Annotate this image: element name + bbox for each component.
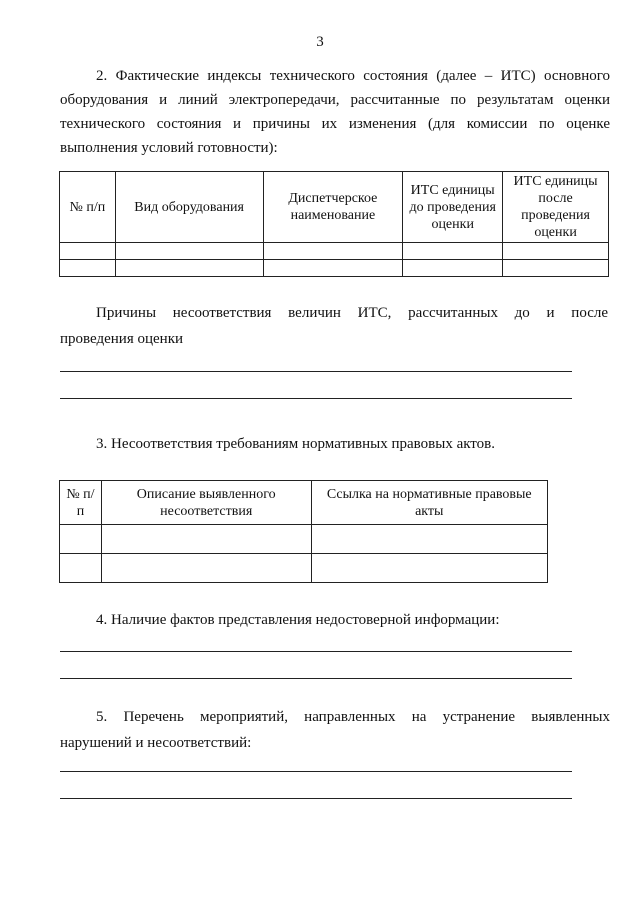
table-cell[interactable]	[60, 260, 116, 277]
itc-header-number: № п/п	[60, 172, 116, 243]
table-cell[interactable]	[101, 554, 311, 583]
itc-header-itc-before: ИТС единицы до проведения оценки	[403, 172, 503, 243]
section5-line1: 5. Перечень мероприятий, направленных на устранение выявленных	[96, 709, 610, 725]
table-cell[interactable]	[115, 260, 263, 277]
violations-table-header-row	[60, 481, 548, 525]
section4-heading: 4. Наличие фактов представления недостоверной информации:	[96, 612, 500, 628]
table-cell[interactable]	[60, 554, 102, 583]
table-cell[interactable]	[60, 243, 116, 260]
section2-paragraph	[60, 64, 610, 160]
table-row	[60, 525, 548, 554]
measures-fill-line-1[interactable]	[60, 771, 572, 772]
itc-header-itc-after: ИТС единицы после проведения оценки	[503, 172, 609, 243]
table-cell[interactable]	[101, 525, 311, 554]
violations-header-description: Описание выявленного несоответствия	[101, 481, 311, 525]
table-row	[60, 243, 609, 260]
violations-table	[59, 480, 548, 583]
page-number: 3	[316, 34, 324, 50]
itc-header-equipment-type: Вид оборудования	[115, 172, 263, 243]
reasons-fill-line-1[interactable]	[60, 371, 572, 372]
section5-line2: нарушений и несоответствий:	[60, 735, 252, 751]
false-info-fill-line-2[interactable]	[60, 678, 572, 679]
violations-header-number: № п/п	[60, 481, 102, 525]
section3-heading: 3. Несоответствия требованиям нормативных правовых актов.	[96, 436, 496, 452]
table-cell[interactable]	[60, 525, 102, 554]
false-info-fill-line-1[interactable]	[60, 651, 572, 652]
table-cell[interactable]	[263, 260, 403, 277]
reasons-fill-line-2[interactable]	[60, 398, 572, 399]
reasons-line2: проведения оценки	[60, 331, 184, 347]
table-cell[interactable]	[311, 554, 547, 583]
itc-table	[59, 171, 609, 277]
table-cell[interactable]	[503, 243, 609, 260]
table-cell[interactable]	[263, 243, 403, 260]
table-cell[interactable]	[115, 243, 263, 260]
table-cell[interactable]	[503, 260, 609, 277]
table-row	[60, 260, 609, 277]
violations-header-reference: Ссылка на нормативные правовые акты	[311, 481, 547, 525]
table-cell[interactable]	[403, 260, 503, 277]
itc-table-header-row	[60, 172, 609, 243]
measures-fill-line-2[interactable]	[60, 798, 572, 799]
itc-header-dispatch-name: Диспетчерское наименование	[263, 172, 403, 243]
reasons-line1: Причины несоответствия величин ИТС, рассчитанных до и после	[96, 305, 608, 321]
table-cell[interactable]	[403, 243, 503, 260]
table-row	[60, 554, 548, 583]
section2-paragraph-text: 2. Фактические индексы технического состояния (далее – ИТС) основного оборудования и линий электропередачи, рассчитанные по результатам оценки технического состояния и причины их изменения (для комиссии по оценке выполнения условий готовности):	[60, 68, 610, 156]
table-cell[interactable]	[311, 525, 547, 554]
